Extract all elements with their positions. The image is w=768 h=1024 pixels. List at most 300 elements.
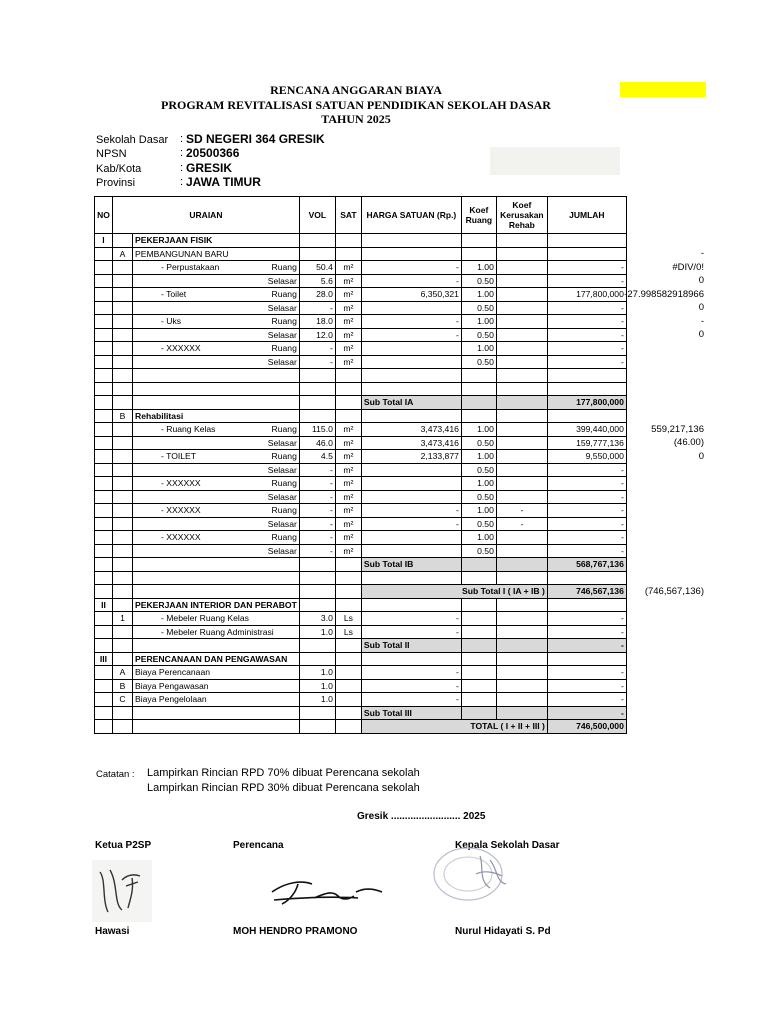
cell-koefr	[496, 706, 547, 720]
col-header-no: NO	[95, 197, 113, 234]
cell-harga: 2,133,877	[361, 450, 461, 464]
cell-harga	[361, 598, 461, 612]
cell-sub	[113, 639, 133, 653]
side-value: #DIV/0!	[672, 261, 704, 273]
cell-koefr	[496, 625, 547, 639]
cell-uraian	[133, 342, 300, 356]
table-row	[95, 342, 627, 356]
cell-jumlah: -	[547, 490, 626, 504]
cell-koefr	[496, 477, 547, 491]
cell-vol: -	[299, 463, 335, 477]
col-header-koef-rehab: Koef Kerusakan Rehab	[496, 197, 547, 234]
cell-jumlah: 568,767,136	[547, 558, 626, 572]
cell-harga	[361, 369, 461, 383]
cell-uraian	[133, 274, 300, 288]
cell-sat: m²	[335, 342, 361, 356]
uraian-label: - Mebeler Ruang Kelas	[161, 613, 249, 624]
cell-harga	[361, 247, 461, 261]
subtotal-row	[95, 639, 627, 653]
cell-vol: -	[299, 490, 335, 504]
cell-sub	[113, 652, 133, 666]
cell-no	[95, 517, 113, 531]
cell-uraian	[133, 706, 300, 720]
table-row	[95, 625, 627, 639]
cell-sat: m²	[335, 531, 361, 545]
cell-harga	[361, 490, 461, 504]
info-value-school: SD NEGERI 364 GRESIK	[186, 132, 325, 146]
cell-koef	[461, 639, 496, 653]
uraian-unit: Selasar	[267, 302, 297, 313]
cell-koefr	[496, 342, 547, 356]
cell-koef	[461, 369, 496, 383]
cell-harga: -	[361, 328, 461, 342]
cell-uraian	[133, 261, 300, 275]
cell-koefr	[496, 652, 547, 666]
cell-vol	[299, 571, 335, 585]
cell-koefr	[496, 450, 547, 464]
table-row	[95, 666, 627, 680]
cell-koef: 0.50	[461, 274, 496, 288]
cell-jumlah: -	[547, 531, 626, 545]
cell-no	[95, 396, 113, 410]
info-value-provinsi: JAWA TIMUR	[186, 175, 261, 189]
cell-koef: 0.50	[461, 517, 496, 531]
cell-uraian	[133, 450, 300, 464]
cell-jumlah: -	[547, 328, 626, 342]
cell-sat	[335, 706, 361, 720]
uraian-label: PEKERJAAN INTERIOR DAN PERABOT	[135, 599, 297, 610]
cell-no	[95, 274, 113, 288]
cell-jumlah: -	[547, 463, 626, 477]
cell-uraian	[133, 369, 300, 383]
uraian-unit: Ruang	[271, 424, 297, 435]
cell-vol: -	[299, 355, 335, 369]
cell-uraian	[133, 652, 300, 666]
cell-sub	[113, 463, 133, 477]
cell-koef	[461, 625, 496, 639]
cell-vol: 50.4	[299, 261, 335, 275]
cell-koef	[461, 612, 496, 626]
cell-no: I	[95, 234, 113, 248]
cell-koefr	[496, 247, 547, 261]
cell-sub	[113, 369, 133, 383]
uraian-unit: Selasar	[267, 275, 297, 286]
cell-subtotal-label: Sub Total IB	[361, 558, 461, 572]
cell-koefr	[496, 315, 547, 329]
cell-koefr	[496, 598, 547, 612]
cell-vol: 18.0	[299, 315, 335, 329]
table-row	[95, 247, 627, 261]
cell-vol: 115.0	[299, 423, 335, 437]
cell-uraian	[133, 558, 300, 572]
col-header-uraian: URAIAN	[113, 197, 300, 234]
cell-koefr	[496, 490, 547, 504]
cell-no	[95, 612, 113, 626]
uraian-unit: Ruang	[271, 478, 297, 489]
uraian-unit: Ruang	[271, 451, 297, 462]
cell-sub: A	[113, 247, 133, 261]
col-header-jumlah: JUMLAH	[547, 197, 626, 234]
cell-jumlah: -	[547, 477, 626, 491]
cell-koefr	[496, 328, 547, 342]
table-row	[95, 315, 627, 329]
cell-jumlah: 177,800,000	[547, 396, 626, 410]
cell-harga: -	[361, 693, 461, 707]
uraian-unit: Ruang	[271, 289, 297, 300]
table-header-row	[95, 197, 627, 234]
side-value: (46.00)	[673, 437, 704, 448]
cell-no	[95, 720, 113, 734]
uraian-label: - Mebeler Ruang Administrasi	[161, 626, 274, 637]
cell-uraian	[133, 436, 300, 450]
cell-harga: -	[361, 261, 461, 275]
cell-no	[95, 436, 113, 450]
cell-sat	[335, 679, 361, 693]
cell-uraian	[133, 517, 300, 531]
cell-koefr	[496, 679, 547, 693]
uraian-unit: Selasar	[267, 329, 297, 340]
cell-no	[95, 328, 113, 342]
cell-sat	[335, 382, 361, 396]
cell-vol	[299, 652, 335, 666]
cell-sat: m²	[335, 328, 361, 342]
table-row	[95, 679, 627, 693]
cell-koefr: -	[496, 517, 547, 531]
cell-no	[95, 639, 113, 653]
col-header-vol: VOL	[299, 197, 335, 234]
cell-vol	[299, 598, 335, 612]
cell-jumlah	[547, 369, 626, 383]
cell-koef	[461, 693, 496, 707]
table-row	[95, 288, 627, 302]
cell-koef	[461, 409, 496, 423]
cell-koefr	[496, 612, 547, 626]
uraian-label: - Uks	[161, 316, 182, 327]
info-label-provinsi: Provinsi	[96, 177, 136, 189]
cell-koefr	[496, 544, 547, 558]
cell-sat	[335, 558, 361, 572]
cell-no	[95, 423, 113, 437]
cell-uraian	[133, 423, 300, 437]
cell-no	[95, 558, 113, 572]
cell-koef	[461, 382, 496, 396]
notes-line1: Lampirkan Rincian RPD 70% dibuat Perencana sekolah	[147, 767, 420, 779]
cell-harga	[361, 409, 461, 423]
info-value-kab: GRESIK	[186, 161, 233, 175]
cell-no	[95, 490, 113, 504]
table-row	[95, 274, 627, 288]
cell-koefr	[496, 369, 547, 383]
cell-koef: 1.00	[461, 477, 496, 491]
cell-no	[95, 450, 113, 464]
cell-koefr	[496, 355, 547, 369]
cell-sat	[335, 639, 361, 653]
cell-sat: m²	[335, 423, 361, 437]
table-row	[95, 517, 627, 531]
cell-jumlah: -	[547, 261, 626, 275]
cell-uraian	[133, 720, 300, 734]
table-row	[95, 571, 627, 585]
doc-title-line2: PROGRAM REVITALISASI SATUAN PENDIDIKAN SEKOLAH DASAR	[161, 98, 551, 112]
uraian-unit: Ruang	[271, 343, 297, 354]
table-row	[95, 450, 627, 464]
cell-uraian	[133, 315, 300, 329]
cell-koefr	[496, 666, 547, 680]
cell-harga	[361, 342, 461, 356]
cell-no	[95, 571, 113, 585]
side-value: 0	[698, 450, 704, 462]
cell-sub	[113, 517, 133, 531]
cell-harga: -	[361, 679, 461, 693]
cell-vol: 1.0	[299, 693, 335, 707]
cell-sub	[113, 261, 133, 275]
cell-jumlah: 746,567,136	[547, 585, 626, 599]
cell-koef	[461, 571, 496, 585]
cell-sub	[113, 315, 133, 329]
uraian-label: - Perpustakaan	[161, 262, 220, 273]
cell-subtotal-label: Sub Total I ( IA + IB )	[361, 585, 547, 599]
cell-sub	[113, 436, 133, 450]
subtotal-row	[95, 585, 627, 599]
cell-koefr	[496, 639, 547, 653]
signature-ketua	[92, 860, 152, 922]
cell-no	[95, 342, 113, 356]
cell-jumlah	[547, 598, 626, 612]
cell-sub: B	[113, 409, 133, 423]
cell-jumlah	[547, 571, 626, 585]
cell-sat: m²	[335, 301, 361, 315]
cell-sub	[113, 625, 133, 639]
uraian-label: - XXXXXX	[161, 478, 201, 489]
cell-vol: 12.0	[299, 328, 335, 342]
cell-jumlah: -	[547, 612, 626, 626]
cell-sub	[113, 598, 133, 612]
cell-sat	[335, 396, 361, 410]
cell-vol	[299, 639, 335, 653]
side-value: -	[700, 248, 704, 259]
table-row	[95, 301, 627, 315]
cell-no	[95, 369, 113, 383]
cell-no	[95, 315, 113, 329]
cell-uraian	[133, 612, 300, 626]
cell-no	[95, 247, 113, 261]
cell-harga	[361, 382, 461, 396]
cell-no: II	[95, 598, 113, 612]
cell-sat: m²	[335, 463, 361, 477]
cell-koef	[461, 706, 496, 720]
info-label-school: Sekolah Dasar	[96, 134, 169, 146]
cell-koef	[461, 679, 496, 693]
cell-sat: m²	[335, 490, 361, 504]
uraian-unit: Selasar	[267, 464, 297, 475]
cell-no	[95, 477, 113, 491]
cell-harga: -	[361, 517, 461, 531]
cell-no	[95, 504, 113, 518]
cell-sat	[335, 369, 361, 383]
cell-harga	[361, 531, 461, 545]
cell-koef	[461, 396, 496, 410]
cell-sub	[113, 477, 133, 491]
info-value-npsn: 20500366	[186, 146, 240, 160]
uraian-unit: Ruang	[271, 505, 297, 516]
uraian-unit: Selasar	[267, 356, 297, 367]
cell-koefr: -	[496, 504, 547, 518]
cell-harga	[361, 301, 461, 315]
uraian-label: - XXXXXX	[161, 505, 201, 516]
cell-sat: Ls	[335, 612, 361, 626]
cell-uraian	[133, 544, 300, 558]
cell-no	[95, 625, 113, 639]
table-row	[95, 463, 627, 477]
cell-jumlah: -	[547, 504, 626, 518]
role-perencana: Perencana	[233, 840, 284, 851]
cell-subtotal-label: Sub Total III	[361, 706, 461, 720]
cell-koef: 1.00	[461, 450, 496, 464]
cell-sub	[113, 328, 133, 342]
cell-vol: -	[299, 544, 335, 558]
doc-title-line1: RENCANA ANGGARAN BIAYA	[270, 83, 442, 97]
cell-vol: 46.0	[299, 436, 335, 450]
doc-title-line3: TAHUN 2025	[321, 112, 391, 126]
uraian-label: Biaya Pengelolaan	[135, 694, 207, 705]
cell-sub	[113, 274, 133, 288]
cell-no	[95, 544, 113, 558]
cell-uraian	[133, 504, 300, 518]
cell-sat	[335, 666, 361, 680]
cell-koef: 0.50	[461, 463, 496, 477]
cell-koef: 1.00	[461, 423, 496, 437]
cell-koefr	[496, 409, 547, 423]
cell-sub	[113, 585, 133, 599]
cell-koefr	[496, 463, 547, 477]
subtotal-row	[95, 720, 627, 734]
cell-jumlah: -	[547, 315, 626, 329]
uraian-unit: Ruang	[271, 262, 297, 273]
table-row	[95, 261, 627, 275]
cell-koefr	[496, 288, 547, 302]
cell-koef: 1.00	[461, 315, 496, 329]
cell-uraian	[133, 396, 300, 410]
notes-line2: Lampirkan Rincian RPD 30% dibuat Perencana sekolah	[147, 782, 420, 794]
uraian-label: Biaya Perencanaan	[135, 667, 211, 678]
col-header-sat: SAT	[335, 197, 361, 234]
cell-no	[95, 666, 113, 680]
cell-sub	[113, 355, 133, 369]
cell-jumlah: -	[547, 693, 626, 707]
role-ketua: Ketua P2SP	[95, 840, 152, 851]
table-row	[95, 355, 627, 369]
cell-harga	[361, 463, 461, 477]
highlight-cell	[620, 82, 706, 97]
cell-sub	[113, 706, 133, 720]
cell-koef	[461, 247, 496, 261]
uraian-label: PEMBANGUNAN BARU	[135, 248, 229, 259]
table-row	[95, 436, 627, 450]
cell-no	[95, 301, 113, 315]
uraian-label: - XXXXXX	[161, 532, 201, 543]
cell-uraian	[133, 247, 300, 261]
table-row	[95, 369, 627, 383]
info-label-npsn: NPSN	[96, 148, 127, 160]
cell-uraian	[133, 639, 300, 653]
cell-vol: -	[299, 342, 335, 356]
cell-sub	[113, 544, 133, 558]
cell-vol	[299, 409, 335, 423]
info-label-kab: Kab/Kota	[96, 163, 142, 175]
cell-koefr	[496, 382, 547, 396]
table-row	[95, 531, 627, 545]
cell-harga: -	[361, 625, 461, 639]
cell-uraian	[133, 328, 300, 342]
cell-harga: -	[361, 274, 461, 288]
cell-no	[95, 355, 113, 369]
cell-koef: 1.00	[461, 531, 496, 545]
cell-vol: 1.0	[299, 625, 335, 639]
cell-sub: 1	[113, 612, 133, 626]
cell-vol: 28.0	[299, 288, 335, 302]
cell-sub: A	[113, 666, 133, 680]
cell-jumlah	[547, 234, 626, 248]
cell-vol: 1.0	[299, 679, 335, 693]
side-value: 0	[698, 329, 704, 340]
table-row	[95, 598, 627, 612]
cell-no	[95, 382, 113, 396]
cell-harga: 3,473,416	[361, 436, 461, 450]
side-value: 0	[698, 302, 704, 313]
cell-sat: m²	[335, 504, 361, 518]
cell-sat: Ls	[335, 625, 361, 639]
cell-harga: -	[361, 612, 461, 626]
cell-uraian	[133, 234, 300, 248]
side-value: -27.998582918966	[624, 288, 704, 300]
cell-sub	[113, 531, 133, 545]
cell-harga	[361, 571, 461, 585]
cell-uraian	[133, 693, 300, 707]
cell-koef	[461, 666, 496, 680]
uraian-label: - TOILET	[161, 451, 197, 462]
cell-sub	[113, 342, 133, 356]
cell-no	[95, 706, 113, 720]
table-row	[95, 693, 627, 707]
cell-sat	[335, 720, 361, 734]
cell-sub	[113, 382, 133, 396]
cell-jumlah: -	[547, 301, 626, 315]
cell-jumlah: 399,440,000	[547, 423, 626, 437]
cell-harga: -	[361, 666, 461, 680]
table-row	[95, 423, 627, 437]
cell-harga: -	[361, 504, 461, 518]
table-row	[95, 612, 627, 626]
cell-koefr	[496, 693, 547, 707]
cell-uraian	[133, 571, 300, 585]
cell-uraian	[133, 477, 300, 491]
cell-uraian	[133, 598, 300, 612]
cell-vol: -	[299, 477, 335, 491]
cell-harga	[361, 652, 461, 666]
name-ketua: Hawasi	[95, 926, 130, 937]
table-row	[95, 504, 627, 518]
cell-koef: 1.00	[461, 342, 496, 356]
cell-harga	[361, 477, 461, 491]
cell-sub	[113, 234, 133, 248]
cell-jumlah: 9,550,000	[547, 450, 626, 464]
cell-uraian	[133, 382, 300, 396]
cell-vol: -	[299, 531, 335, 545]
table-row	[95, 409, 627, 423]
cell-jumlah: -	[547, 666, 626, 680]
cell-vol	[299, 720, 335, 734]
cell-sat	[335, 693, 361, 707]
